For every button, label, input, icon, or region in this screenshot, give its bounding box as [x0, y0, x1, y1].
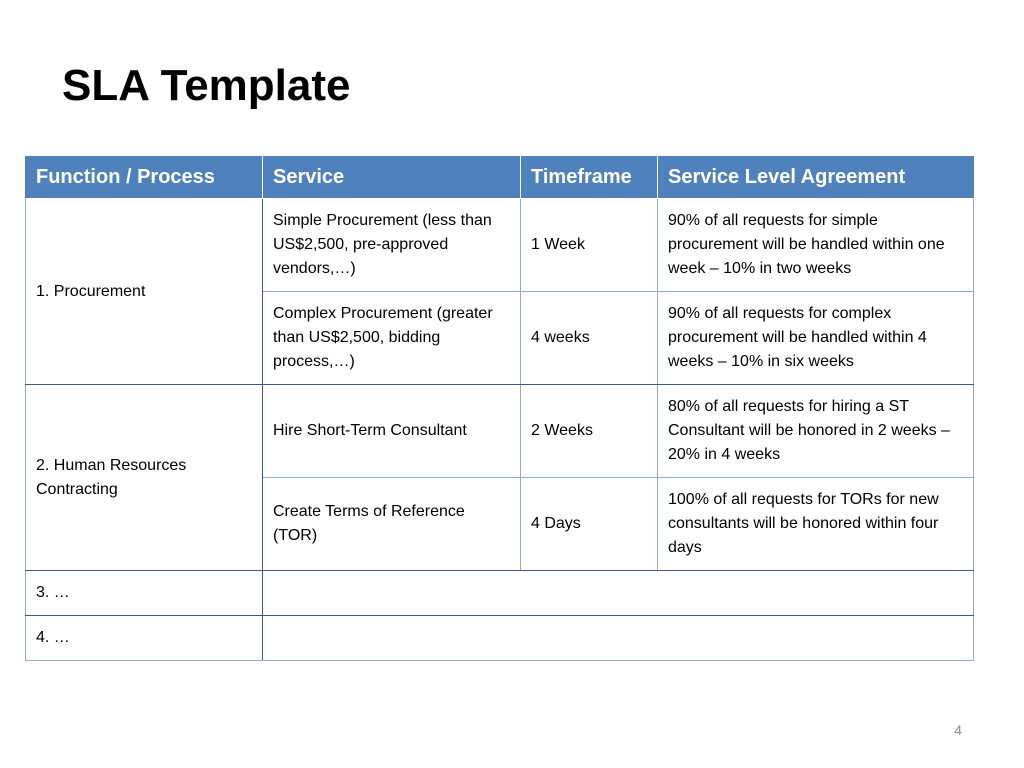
- table-row: [26, 571, 974, 616]
- timeframe-cell: 1 Week: [521, 199, 658, 292]
- sla-cell: 90% of all requests for simple procurement will be handled within one week – 10% in two weeks: [658, 199, 974, 292]
- timeframe-cell: 4 Days: [521, 478, 658, 571]
- empty-cell: [521, 571, 658, 616]
- function-cell-3: 3. …: [26, 571, 263, 616]
- function-cell-procurement: 1. Procurement: [26, 199, 263, 385]
- empty-cell: [263, 616, 521, 661]
- header-function-process: Function / Process: [26, 156, 263, 199]
- table-row: [26, 616, 974, 661]
- sla-cell: 80% of all requests for hiring a ST Consultant will be honored in 2 weeks – 20% in 4 weeks: [658, 385, 974, 478]
- service-cell: Simple Procurement (less than US$2,500, pre-approved vendors,…): [263, 199, 521, 292]
- sla-cell: 90% of all requests for complex procurement will be handled within 4 weeks – 10% in six weeks: [658, 292, 974, 385]
- header-timeframe: Timeframe: [521, 156, 658, 199]
- table-row: [26, 385, 974, 478]
- service-cell: Complex Procurement (greater than US$2,500, bidding process,…): [263, 292, 521, 385]
- sla-cell: 100% of all requests for TORs for new consultants will be honored within four days: [658, 478, 974, 571]
- empty-cell: [658, 616, 974, 661]
- function-cell-human-resources: 2. Human Resources Contracting: [26, 385, 263, 571]
- header-service: Service: [263, 156, 521, 199]
- timeframe-cell: 2 Weeks: [521, 385, 658, 478]
- empty-cell: [263, 571, 521, 616]
- page-number: 4: [954, 722, 962, 738]
- table-header-row: [26, 156, 974, 199]
- service-cell: Create Terms of Reference (TOR): [263, 478, 521, 571]
- sla-table: [25, 156, 974, 661]
- empty-cell: [658, 571, 974, 616]
- empty-cell: [521, 616, 658, 661]
- function-cell-4: 4. …: [26, 616, 263, 661]
- table-row: [26, 199, 974, 292]
- slide-title: SLA Template: [62, 61, 351, 110]
- timeframe-cell: 4 weeks: [521, 292, 658, 385]
- service-cell: Hire Short-Term Consultant: [263, 385, 521, 478]
- header-service-level-agreement: Service Level Agreement: [658, 156, 974, 199]
